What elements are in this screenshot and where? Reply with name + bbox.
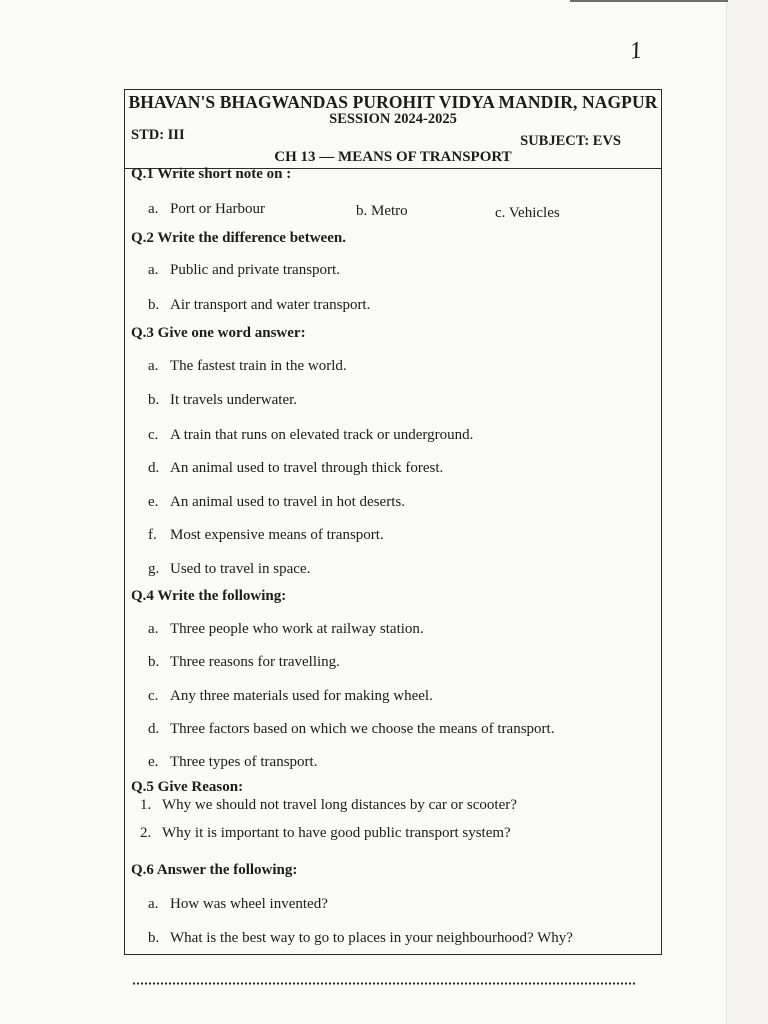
chapter-title: CH 13 — MEANS OF TRANSPORT [274, 149, 512, 165]
item-key: b. [148, 392, 160, 408]
item-text: Three reasons for travelling. [170, 654, 340, 670]
q3-item [148, 460, 443, 477]
item-text: Three people who work at railway station. [170, 621, 424, 637]
q1-option-c: c. Vehicles [495, 205, 560, 221]
item-text: Most expensive means of transport. [170, 527, 384, 543]
item-key: c. [148, 427, 159, 443]
q3-item [148, 358, 347, 375]
item-text: It travels underwater. [170, 392, 298, 408]
item-key: d. [148, 460, 160, 476]
dotted-separator [132, 982, 635, 985]
item-key: e. [148, 494, 159, 510]
item-key: b. [148, 297, 160, 313]
item-key: c. [148, 688, 159, 704]
q6-item [148, 930, 573, 947]
item-text: Air transport and water transport. [170, 297, 371, 313]
item-text: The fastest train in the world. [170, 358, 347, 374]
subject: SUBJECT: EVS [520, 133, 621, 149]
item-text: Used to travel in space. [170, 561, 311, 577]
q3-item [148, 427, 473, 444]
item-key: f. [148, 527, 157, 543]
q4-item [148, 721, 554, 738]
q3-item [148, 494, 405, 511]
session: SESSION 2024-2025 [329, 111, 457, 127]
item-key: a. [148, 621, 159, 637]
item-text: Why it is important to have good public transport system? [162, 825, 511, 841]
q3-item [148, 392, 297, 409]
question-4-title: Q.4 Write the following: [131, 588, 287, 604]
item-text: Why we should not travel long distances by car or scooter? [162, 797, 517, 813]
q2-item [148, 297, 370, 314]
item-key: e. [148, 754, 159, 770]
question-2-title: Q.2 Write the difference between. [131, 230, 346, 246]
q5-item [140, 825, 511, 842]
item-key: a. [148, 358, 159, 374]
question-1-title: Q.1 Write short note on : [131, 166, 292, 182]
item-text: Three factors based on which we choose the means of transport. [170, 721, 555, 737]
item-key: b. [148, 930, 160, 946]
q1-option-a [148, 201, 265, 218]
q3-item [148, 561, 310, 578]
question-5-title: Q.5 Give Reason: [131, 779, 244, 795]
q5-item [140, 797, 517, 814]
item-key: a. [148, 896, 159, 912]
q4-item [148, 754, 317, 771]
option-key: a. [148, 201, 159, 217]
q6-item [148, 896, 328, 913]
q1-option-b: b. Metro [356, 203, 408, 219]
item-text: An animal used to travel through thick forest. [170, 460, 444, 476]
item-text: A train that runs on elevated track or underground. [170, 427, 474, 443]
q4-item [148, 654, 340, 671]
item-key: 1. [140, 797, 152, 813]
item-key: a. [148, 262, 159, 278]
school-name: BHAVAN'S BHAGWANDAS PUROHIT VIDYA MANDIR, NAGPUR [128, 92, 658, 112]
q2-item [148, 262, 340, 279]
item-text: Public and private transport. [170, 262, 340, 278]
item-key: 2. [140, 825, 152, 841]
q4-item [148, 621, 424, 638]
item-key: d. [148, 721, 160, 737]
option-text: Port or Harbour [170, 201, 265, 217]
item-text: Any three materials used for making wheel. [170, 688, 433, 704]
q3-item [148, 527, 384, 544]
page-number-mark: 1 [628, 37, 644, 65]
item-text: An animal used to travel in hot deserts. [170, 494, 405, 510]
item-key: b. [148, 654, 160, 670]
item-text: Three types of transport. [170, 754, 318, 770]
standard: STD: III [131, 127, 185, 143]
item-text: How was wheel invented? [170, 896, 328, 912]
q4-item [148, 688, 433, 705]
item-key: g. [148, 561, 160, 577]
item-text: What is the best way to go to places in your neighbourhood? Why? [170, 930, 573, 946]
question-3-title: Q.3 Give one word answer: [131, 325, 306, 341]
top-edge-line [570, 0, 728, 2]
question-6-title: Q.6 Answer the following: [131, 862, 298, 878]
